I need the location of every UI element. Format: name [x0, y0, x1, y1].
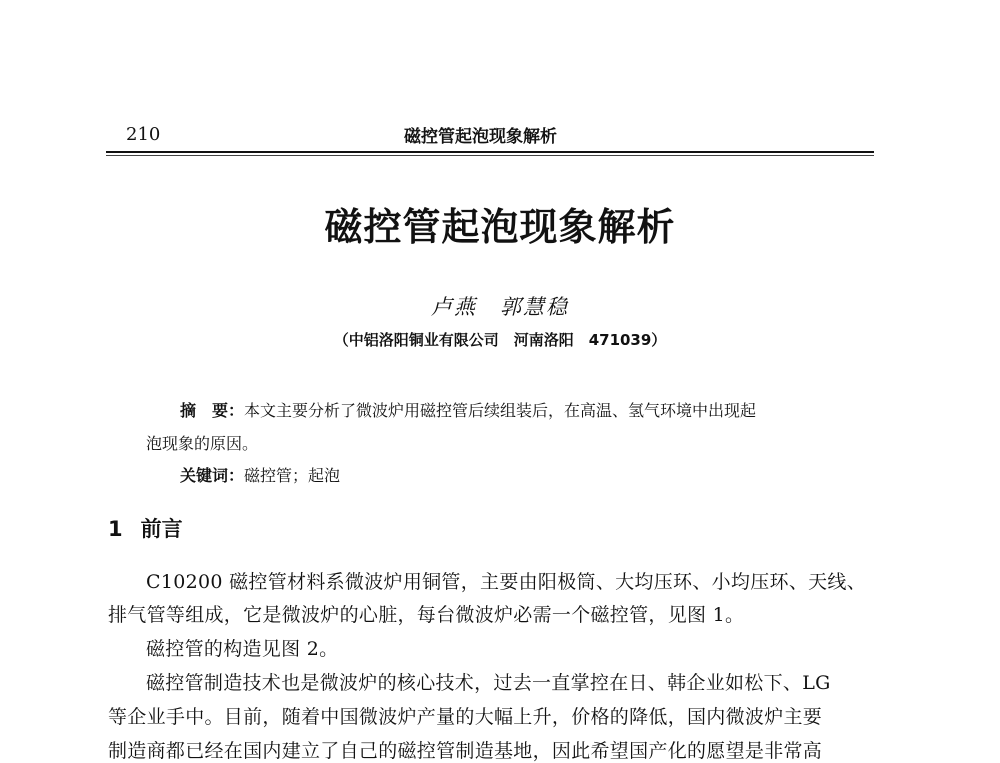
running-header-title: 磁控管起泡现象解析 [404, 127, 557, 147]
paragraph3-line2: 等企业手中。目前，随着中国微波炉产量的大幅上升，价格的降低，国内微波炉主要 [108, 706, 823, 728]
keywords [180, 463, 340, 486]
keywords-text: 磁控管；起泡 [244, 466, 341, 485]
section-title: 前言 [140, 517, 183, 541]
header-rule [106, 151, 874, 153]
article-title: 磁控管起泡现象解析 [324, 204, 676, 249]
paragraph3-line3: 制造商都已经在国内建立了自己的磁控管制造基地，因此希望国产化的愿望是非常高 [108, 740, 823, 762]
section-number: 1 [108, 517, 123, 541]
abstract [180, 398, 756, 421]
page-number: 210 [126, 124, 161, 145]
paragraph3-line1: 磁控管制造技术也是微波炉的核心技术，过去一直掌控在日、韩企业如松下、LG [146, 672, 831, 694]
header-rule-thin [106, 155, 874, 156]
abstract-text-line1: 本文主要分析了微波炉用磁控管后续组装后，在高温、氢气环境中出现起 [244, 401, 757, 420]
paragraph1-line2: 排气管等组成，它是微波炉的心脏，每台微波炉必需一个磁控管，见图 1。 [108, 604, 745, 626]
abstract-label: 摘 要： [180, 401, 245, 420]
paragraph1-line1: C10200 磁控管材料系微波炉用铜管，主要由阳极筒、大均压环、小均压环、天线、 [146, 571, 867, 593]
section-heading [108, 513, 183, 543]
keywords-label: 关键词： [180, 466, 245, 485]
paragraph2: 磁控管的构造见图 2。 [146, 638, 339, 660]
affiliation: （中铝洛阳铜业有限公司 河南洛阳 471039） [333, 331, 667, 349]
authors: 卢燕 郭慧稳 [431, 295, 569, 319]
abstract-text-line2: 泡现象的原因。 [146, 434, 259, 453]
